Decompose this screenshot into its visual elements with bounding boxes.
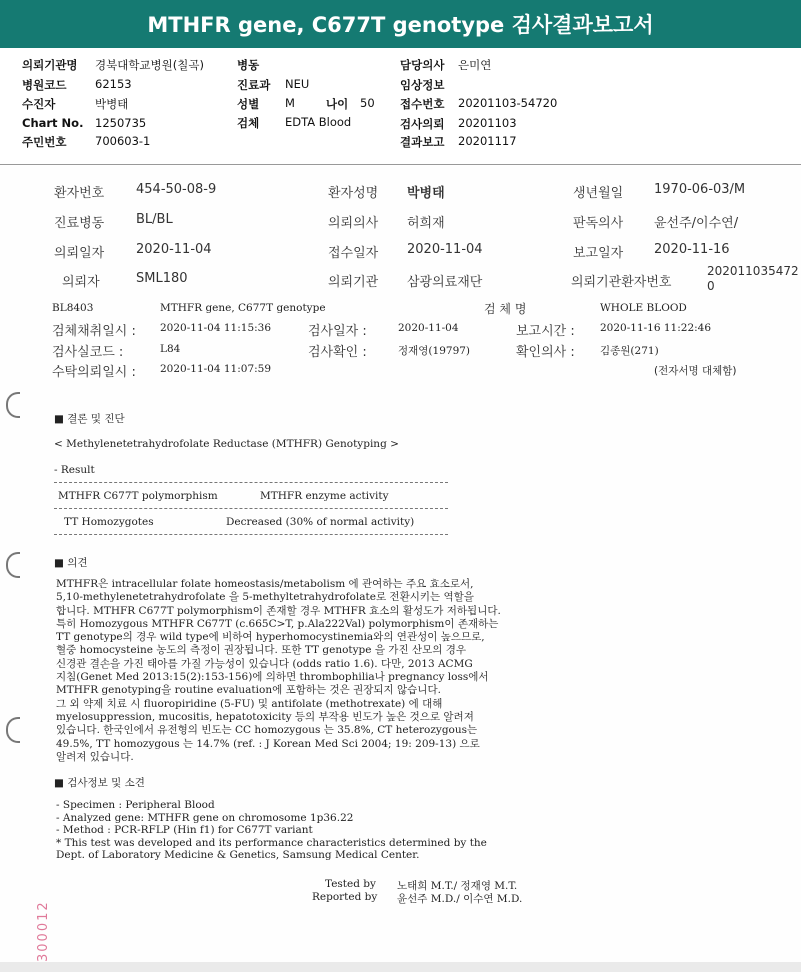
patient-value: SML180 [136,271,188,286]
test-name: MTHFR gene, C677T genotype [160,302,326,314]
opinion-line: 지침(Genet Med 2013:15(2):153-156)에 의하면 thrombophilia나 pregnancy loss에서 [56,671,489,684]
header-value: 경북대학교병원(칠곡) [95,58,204,72]
opinion-line: MTHFR genotyping을 routine evaluation에 포함하는 것은 권장되지 않습니다. [56,684,441,697]
patient-label: 환자성명 [328,186,379,201]
report-time-label: 보고시간 : [516,324,575,339]
patient-label: 의뢰자 [62,275,100,290]
specimen-label: 검 체 명 [484,302,527,316]
patient-label: 접수일자 [328,246,379,261]
patient-label: 의뢰기관 [328,275,379,290]
patient-value: 1970-06-03/M [654,182,746,197]
reported-label: Reported by [312,891,378,903]
patient-label: 환자번호 [54,186,105,201]
result-col1-header: MTHFR C677T polymorphism [58,490,218,502]
room-label: 검사실코드 : [52,345,124,360]
header-label: 담당의사 [400,58,445,72]
header-value: 700603-1 [95,134,151,148]
result-divider [54,482,448,483]
footer-strip [0,962,801,972]
info-line: Dept. of Laboratory Medicine & Genetics, Samsung Medical Center. [56,849,420,862]
info-line: - Analyzed gene: MTHFR gene on chromosome 1p36.22 [56,811,354,824]
opinion-line: TT genotype의 경우 wild type에 비하여 hyperhomocystinemia와의 연관성이 높으므로, [56,631,485,644]
result-col2-value: Decreased (30% of normal activity) [226,516,415,528]
info-text [56,799,596,862]
header-label: 의뢰기관명 [22,58,78,72]
patient-label: 의뢰일자 [54,246,105,261]
header-label: 진료과 [237,78,271,92]
age-label: 나이 [326,97,349,111]
header-label: 병동 [237,58,260,72]
info-line: * This test was developed and its performance characteristics determined by the [56,836,487,849]
opinion-line: 알려져 있습니다. [56,750,134,763]
header-label: 검체 [237,116,260,130]
patient-value: 0 [707,279,715,293]
confirm-label: 검사확인 : [308,345,367,360]
patient-value: 허희재 [407,216,445,231]
esign-note: (전자서명 대체함) [654,365,737,377]
opinion-text [56,578,596,764]
patient-label: 의뢰기관환자번호 [571,275,672,290]
result-divider [54,508,448,509]
report-title: MTHFR gene, C677T genotype 검사결과보고서 [0,0,801,48]
header-value: 20201103 [458,116,517,130]
patient-value: 2020-11-04 [136,242,212,257]
patient-value: BL/BL [136,212,173,227]
test-code: BL8403 [52,302,94,314]
patient-value: 박병태 [407,186,445,201]
room-value: L84 [160,343,181,355]
opinion-line: myelosuppression, mucositis, hepatotoxicity 등의 부작용 빈도가 높은 것으로 알려져 [56,710,474,723]
info-line: - Specimen : Peripheral Blood [56,799,215,811]
confirm-value: 정재영(19797) [398,345,471,357]
info-section-title: ■ 검사정보 및 소견 [54,777,145,789]
patient-label: 보고일자 [573,246,624,261]
collect-value: 2020-11-04 11:15:36 [160,322,272,334]
opinion-line: 있습니다. 한국인에서 유전형의 빈도는 CC homozygous 는 35.8%, CT heterozygous는 [56,724,478,737]
result-col2-header: MTHFR enzyme activity [260,490,389,502]
collect-label: 검체채취일시 : [52,324,136,339]
page-stamp: 300012 [36,900,51,962]
test-date-label: 검사일자 : [308,324,367,339]
patient-label: 판독의사 [573,216,624,231]
result-heading: < Methylenetetrahydrofolate Reductase (MTHFR) Genotyping > [54,438,399,450]
tested-label: Tested by [325,878,376,890]
header-value: EDTA Blood [285,115,352,129]
patient-value: 윤선주/이수연/ [654,216,739,231]
patient-value: 454-50-08-9 [136,182,217,197]
opinion-line: 특히 Homozygous MTHFR C677T (c.665C>T, p.Ala222Val) polymorphism이 존재하는 [56,617,499,630]
specimen-value: WHOLE BLOOD [600,302,687,314]
patient-value: 삼광의료재단 [407,275,483,290]
header-label: 검사의뢰 [400,117,445,131]
opinion-line: MTHFR은 intracellular folate homeostasis/metabolism 에 관여하는 주요 효소로서, [56,578,474,590]
header-label: 임상정보 [400,78,445,92]
header-value: 20201103-54720 [458,96,558,110]
header-label: 접수번호 [400,97,445,111]
patient-value: 202011035472 [707,264,799,278]
header-divider [0,164,801,165]
opinion-line: 그 외 약제 치료 시 fluoropiridine (5-FU) 및 antifolate (methotrexate) 에 대해 [56,697,443,710]
patient-value: 2020-11-16 [654,242,730,257]
scanned-report [0,166,801,962]
header-value: 20201117 [458,134,517,148]
opinion-line: 5,10-methylenetetrahydrofolate 을 5-methyltetrahydrofolate로 전환시키는 역할을 [56,591,474,604]
patient-value: 2020-11-04 [407,242,483,257]
received-label: 수탁의뢰일시 : [52,365,136,380]
header-label: 병원코드 [22,78,67,92]
patient-label: 생년월일 [573,186,624,201]
header-value: 62153 [95,77,132,91]
header-info [0,50,801,164]
result-col1-value: TT Homozygotes [64,516,154,528]
received-value: 2020-11-04 11:07:59 [160,363,272,375]
doctor-label: 확인의사 : [516,345,575,360]
result-section-title: ■ 결론 및 진단 [54,413,125,425]
result-label: - Result [54,464,95,476]
opinion-line: 49.5%, TT homozygous 는 14.7% (ref. : J Korean Med Sci 2004; 19: 209-13) 으로 [56,737,480,750]
opinion-line: 합니다. MTHFR C677T polymorphism이 존재할 경우 MTHFR 효소의 활성도가 저하됩니다. [56,604,501,617]
report-time-value: 2020-11-16 11:22:46 [600,322,712,334]
opinion-section-title: ■ 의견 [54,557,88,569]
patient-label: 진료병동 [54,216,105,231]
header-value: 1250735 [95,116,147,130]
header-value: M [285,96,295,110]
patient-label: 의뢰의사 [328,216,379,231]
info-line: - Method : PCR-RFLP (Hin f1) for C677T variant [56,824,313,837]
test-date-value: 2020-11-04 [398,322,459,334]
reported-value: 윤선주 M.D./ 이수연 M.D. [397,893,523,905]
header-label: 성별 [237,97,260,111]
header-value: NEU [285,77,310,91]
tested-value: 노태희 M.T./ 정재영 M.T. [397,880,518,892]
header-value: 박병태 [95,97,129,111]
opinion-line: 신경관 결손을 가진 태아를 가질 가능성이 있습니다 (odds ratio 1.6). 다만, 2013 ACMG [56,657,473,670]
doctor-value: 김종원(271) [600,345,659,357]
header-label: Chart No. [22,116,84,130]
header-label: 주민번호 [22,135,67,149]
header-label: 수진자 [22,97,56,111]
opinion-line: 혈중 homocysteine 농도의 측정이 권장됩니다. 또한 TT genotype 을 가진 산모의 경우 [56,644,466,657]
header-label: 결과보고 [400,135,445,149]
header-value: 은미연 [458,58,492,72]
result-divider [54,534,448,535]
age-value: 50 [360,96,375,110]
